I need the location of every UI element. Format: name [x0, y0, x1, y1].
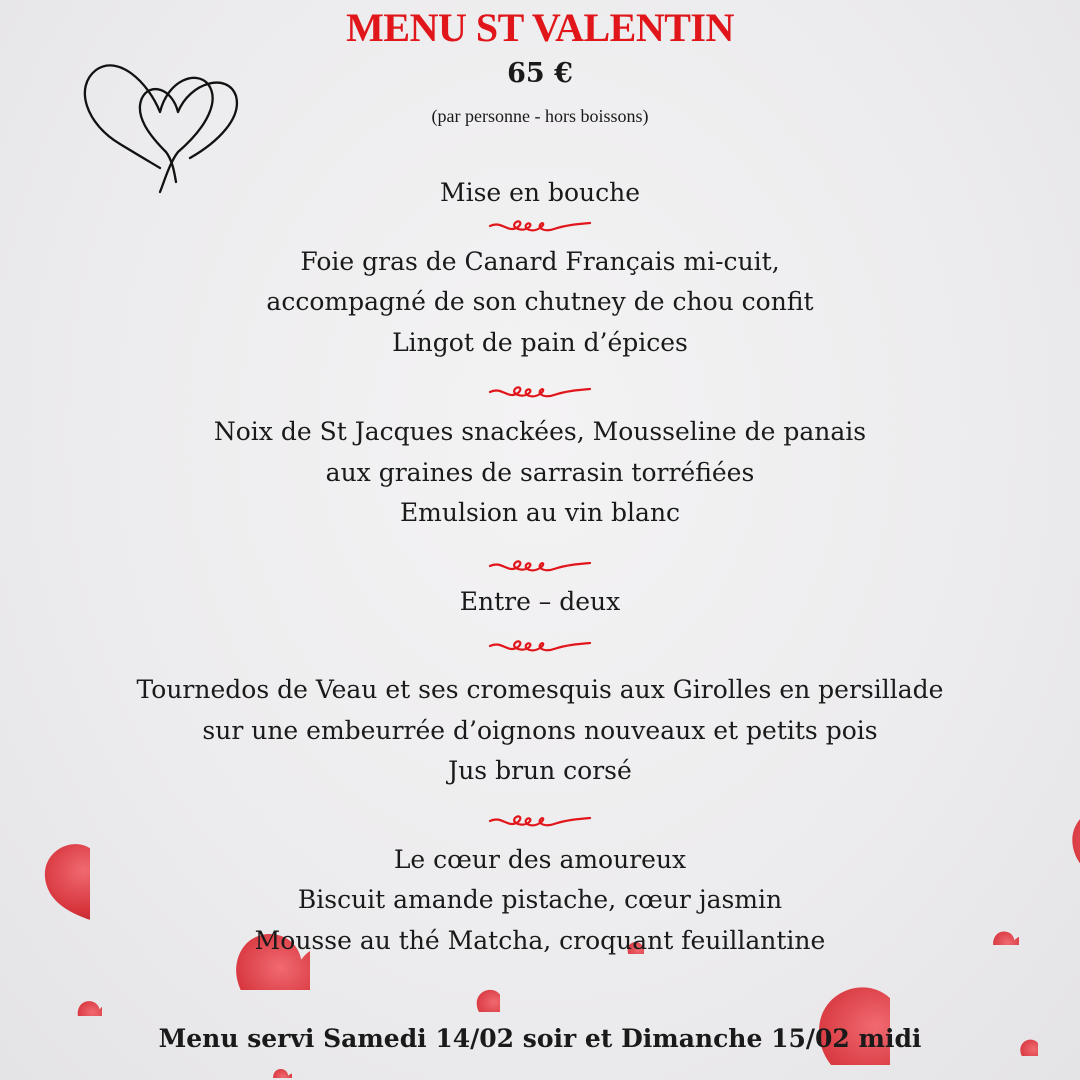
- poisson-line-2: aux graines de sarrasin torréfiées: [325, 458, 755, 487]
- poisson-line-3: Emulsion au vin blanc: [399, 498, 681, 527]
- service-dates: Menu servi Samedi 14/02 soir et Dimanche 15/02 midi: [158, 1024, 922, 1053]
- ribbon-divider-1: [488, 218, 592, 238]
- price-note: (par personne - hors boissons): [431, 106, 649, 126]
- dessert-line-1: Le cœur des amoureux: [393, 845, 687, 874]
- plat-line-2: sur une embeurrée d’oignons nouveaux et petits pois: [202, 716, 878, 745]
- red-3d-heart-icon: [58, 974, 102, 1016]
- ribbon-divider-4: [488, 638, 592, 658]
- entree-line-2: accompagné de son chutney de chou confit: [266, 287, 814, 316]
- poisson-line-1: Noix de St Jacques snackées, Mousseline de panais: [213, 417, 867, 446]
- course-amuse: Mise en bouche: [439, 178, 641, 207]
- menu-title: MENU ST VALENTIN: [346, 5, 734, 50]
- red-3d-heart-icon: [262, 1050, 292, 1078]
- entree-line-1: Foie gras de Canard Français mi-cuit,: [300, 247, 780, 276]
- course-entre-deux: Entre – deux: [459, 587, 621, 616]
- ribbon-divider-5: [488, 813, 592, 833]
- dessert-line-2: Biscuit amande pistache, cœur jasmin: [297, 885, 783, 914]
- red-3d-heart-icon: [446, 962, 500, 1012]
- entree-line-3: Lingot de pain d’épices: [392, 328, 688, 357]
- dessert-line-3: Mousse au thé Matcha, croquant feuillantine: [254, 926, 826, 955]
- plat-line-3: Jus brun corsé: [448, 756, 632, 785]
- menu-price: 65 €: [507, 58, 573, 89]
- ribbon-divider-3: [488, 558, 592, 578]
- plat-line-1: Tournedos de Veau et ses cromesquis aux Girolles en persillade: [136, 675, 944, 704]
- ribbon-divider-2: [488, 384, 592, 404]
